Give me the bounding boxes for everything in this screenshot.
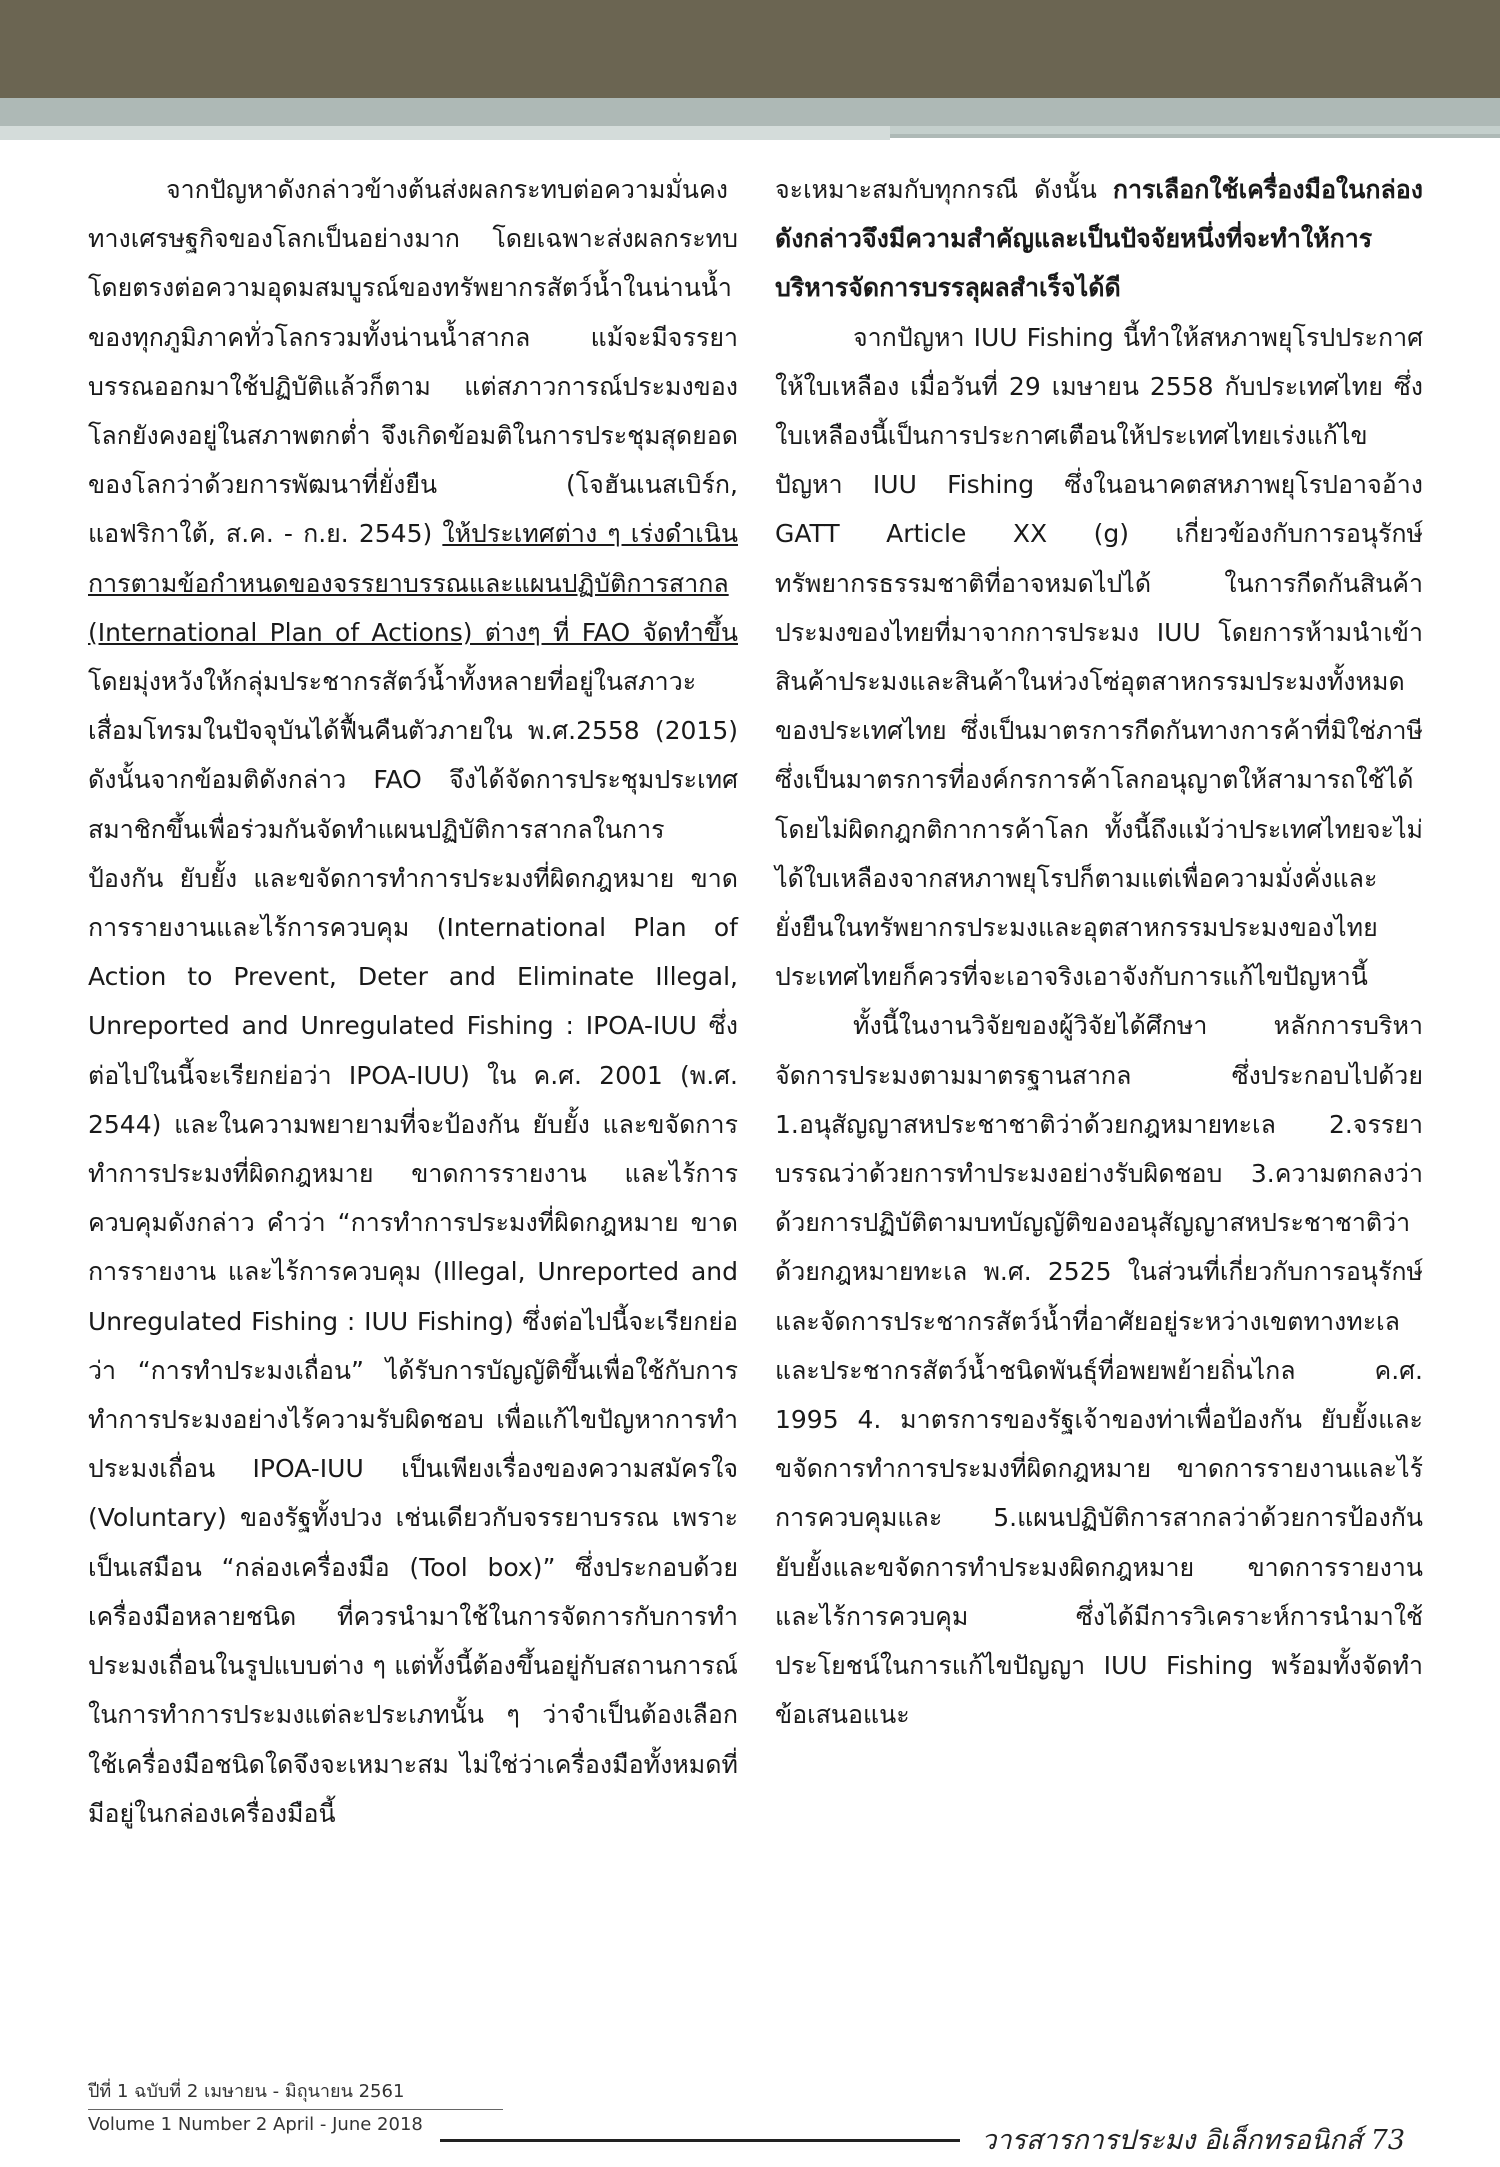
left-column [88, 165, 738, 1838]
footer-issue-en: Volume 1 Number 2 April - June 2018 [88, 2114, 423, 2135]
footer-rule [440, 2139, 960, 2142]
footer-divider [88, 2109, 503, 2110]
right-p1-bold: การเลือกใช้เครื่องมือในกล่องดังกล่าวจึงมีความสำคัญและเป็นปัจจัยหนึ่งที่จะทำให้การบริหารจัดการบรรลุผลสำเร็จได้ดี [775, 175, 1423, 303]
right-paragraph-3: ทั้งนี้ในงานวิจัยของผู้วิจัยได้ศึกษา หลักการบริหาจัดการประมงตามมาตรฐานสากล ซึ่งประกอบไปด้วย 1.อนุสัญญาสหประชาชาติว่าด้วยกฎหมายทะเล 2.จรรยาบรรณว่าด้วยการทำประมงอย่างรับผิดชอบ 3.ความตกลงว่าด้วยการปฏิบัติตามบทบัญญัติของอนุสัญญาสหประชาชาติว่าด้วยกฎหมายทะเล พ.ศ. 2525 ในส่วนที่เกี่ยวกับการอนุรักษ์และจัดการประชากรสัตว์น้ำที่อาศัยอยู่ระหว่างเขตทางทะเลและประชากรสัตว์น้ำชนิดพันธุ์ที่อพยพย้ายถิ่นไกล ค.ศ. 1995 4. มาตรการของรัฐเจ้าของท่าเพื่อป้องกัน ยับยั้งและขจัดการทำการประมงที่ผิดกฎหมาย ขาดการรายงานและไร้การควบคุมและ 5.แผนปฏิบัติการสากลว่าด้วยการป้องกัน ยับยั้งและขจัดการทำประมงผิดกฎหมาย ขาดการรายงาน และไร้การควบคุม ซึ่งได้มีการวิเคราะห์การนำมาใช้ประโยชน์ในการแก้ไขปัญญา IUU Fishing พร้อมทั้งจัดทำข้อเสนอแนะ [775, 1011, 1423, 1730]
header-band-dark [0, 0, 1500, 98]
left-p1-text: จากปัญหาดังกล่าวข้างต้นส่งผลกระทบต่อความมั่นคงทางเศรษฐกิจของโลกเป็นอย่างมาก โดยเฉพาะส่งผลกระทบโดยตรงต่อความอุดมสมบูรณ์ของทรัพยากรสัตว์น้ำในน่านน้ำของทุกภูมิภาคทั่วโลกรวมทั้งน่านน้ำสากล แม้จะมีจรรยาบรรณออกมาใช้ปฏิบัติแล้วก็ตาม แต่สภาวการณ์ประมงของโลกยังคงอยู่ในสภาพตกต่ำ จึงเกิดข้อมติในการประชุมสุดยอดของโลกว่าด้วยการพัฒนาที่ยั่งยืน (โจฮันเนสเบิร์ก, แอฟริกาใต้, ส.ค. - ก.ย. 2545) [88, 175, 738, 549]
right-paragraph-2: จากปัญหา IUU Fishing นี้ทำให้สหภาพยุโรปประกาศให้ใบเหลือง เมื่อวันที่ 29 เมษายน 2558 กับประเทศไทย ซึ่งใบเหลืองนี้เป็นการประกาศเตือนให้ประเทศไทยเร่งแก้ไขปัญหา IUU Fishing ซึ่งในอนาคตสหภาพยุโรปอาจอ้าง GATT Article XX (g) เกี่ยวข้องกับการอนุรักษ์ทรัพยากรธรรมชาติที่อาจหมดไปได้ ในการกีดกันสินค้าประมงของไทยที่มาจากการประมง IUU โดยการห้ามนำเข้าสินค้าประมงและสินค้าในห่วงโซ่อุตสาหกรรมประมงทั้งหมดของประเทศไทย ซึ่งเป็นมาตรการกีดกันทางการค้าที่มิใช่ภาษี ซึ่งเป็นมาตรการที่องค์กรการค้าโลกอนุญาตให้สามารถใช้ได้โดยไม่ผิดกฎกติกาการค้าโลก ทั้งนี้ถึงแม้ว่าประเทศไทยจะไม่ได้ใบเหลืองจากสหภาพยุโรปก็ตามแต่เพื่อความมั่งคั่งและยั่งยืนในทรัพยากรประมงและอุตสาหกรรมประมงของไทย ประเทศไทยก็ควรที่จะเอาจริงเอาจังกับการแก้ไขปัญหานี้ [775, 322, 1423, 992]
left-paragraph-1 [88, 165, 738, 1838]
footer-issue [88, 2075, 423, 2141]
footer-journal-page: วารสารการประมง อิเล็กทรอนิกส์ 73 [973, 2118, 1405, 2161]
right-p1-plain: จะเหมาะสมกับทุกกรณี ดังนั้น [775, 175, 1113, 204]
right-column [775, 165, 1423, 1740]
left-p1-underlined: ให้ประเทศต่าง ๆ เร่งดำเนินการตามข้อกำหนดของจรรยาบรรณและแผนปฏิบัติการสากล (International Plan of Actions) ต่างๆ ที่ FAO จัดทำขึ้น [88, 519, 738, 647]
footer-issue-th: ปีที่ 1 ฉบับที่ 2 เมษายน - มิถุนายน 2561 [88, 2081, 405, 2102]
header-band-strip-right [890, 126, 1500, 134]
left-p1-tail: โดยมุ่งหวังให้กลุ่มประชากรสัตว์น้ำทั้งหลายที่อยู่ในสภาวะเสื่อมโทรมในปัจจุบันได้ฟื้นคืนตัวภายใน พ.ศ.2558 (2015) ดังนั้นจากข้อมติดังกล่าว FAO จึงได้จัดการประชุมประเทศสมาชิกขึ้นเพื่อร่วมกันจัดทำแผนปฏิบัติการสากลในการป้องกัน ยับยั้ง และขจัดการทำการประมงที่ผิดกฎหมาย ขาดการรายงานและไร้การควบคุม (International Plan of Action to Prevent, Deter and Eliminate Illegal, Unreported and Unregulated Fishing : IPOA-IUU ซึ่งต่อไปในนี้จะเรียกย่อว่า IPOA-IUU) ใน ค.ศ. 2001 (พ.ศ. 2544) และในความพยายามที่จะป้องกัน ยับยั้ง และขจัดการทำการประมงที่ผิดกฎหมาย ขาดการรายงาน และไร้การควบคุมดังกล่าว คำว่า “การทำการประมงที่ผิดกฎหมาย ขาดการรายงาน และไร้การควบคุม (Illegal, Unreported and Unregulated Fishing : IUU Fishing) ซึ่งต่อไปนี้จะเรียกย่อว่า “การทำประมงเถื่อน” ได้รับการบัญญัติขึ้นเพื่อใช้กับการทำการประมงอย่างไร้ความรับผิดชอบ เพื่อแก้ไขปัญหาการทำประมงเถื่อน IPOA-IUU เป็นเพียงเรื่องของความสมัครใจ (Voluntary) ของรัฐทั้งปวง เช่นเดียวกับจรรยาบรรณ เพราะเป็นเสมือน “กล่องเครื่องมือ (Tool box)” ซึ่งประกอบด้วยเครื่องมือหลายชนิด ที่ควรนำมาใช้ในการจัดการกับการทำประมงเถื่อนในรูปแบบต่าง ๆ แต่ทั้งนี้ต้องขึ้นอยู่กับสถานการณ์ในการทำการประมงแต่ละประเภทนั้น ๆ ว่าจำเป็นต้องเลือกใช้เครื่องมือชนิดใดจึงจะเหมาะสม ไม่ใช่ว่าเครื่องมือทั้งหมดที่มีอยู่ในกล่องเครื่องมือนี้ [88, 667, 738, 1828]
header-band-strip [0, 126, 890, 140]
right-paragraph-1 [775, 165, 1423, 313]
